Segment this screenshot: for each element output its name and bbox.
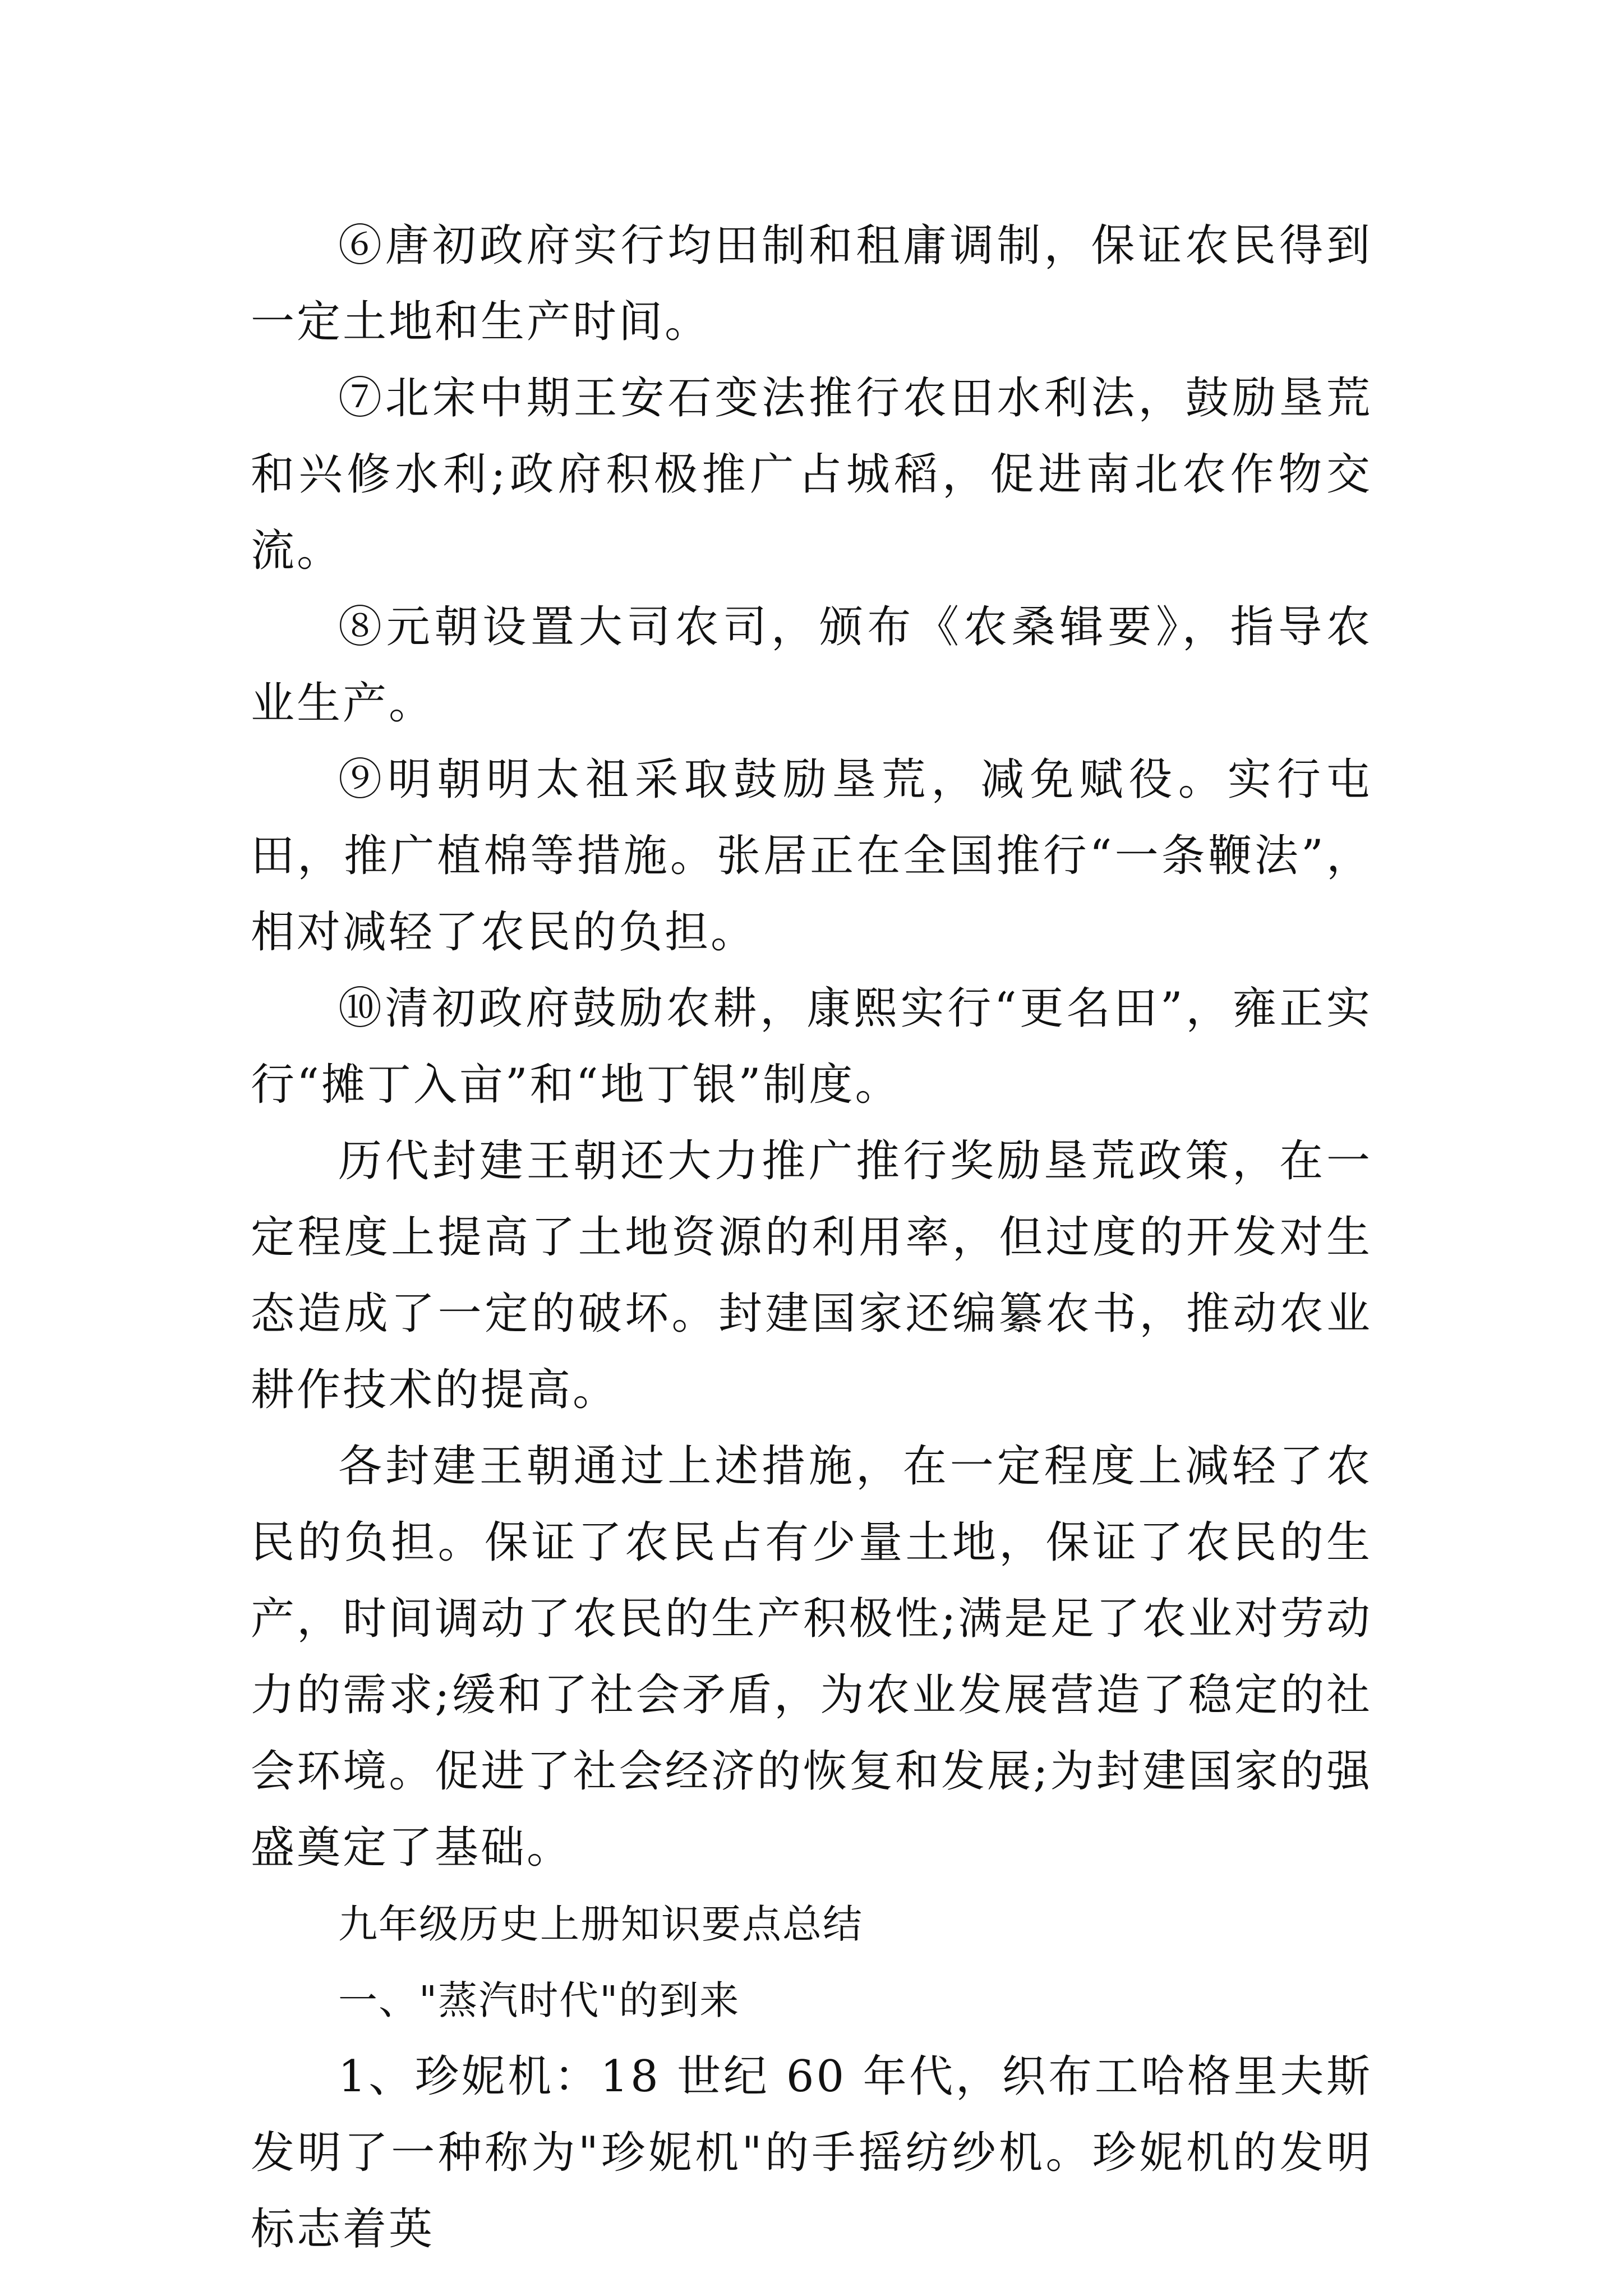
paragraph-yuan-agriculture: ⑧元朝设置大司农司，颁布《农桑辑要》，指导农业生产。 <box>251 602 1372 729</box>
paragraph-ming-policy: ⑨明朝明太祖采取鼓励垦荒，减免赋役。实行屯田，推广植棉等措施。张居正在全国推行“一条鞭法”，相对减轻了农民的负担。 <box>251 754 1372 958</box>
paragraph-song-reform: ⑦北宋中期王安石变法推行农田水利法，鼓励垦荒和兴修水利;政府积极推广占城稻，促进南北农作物交流。 <box>251 373 1372 576</box>
paragraph-spinning-jenny: 1、珍妮机：18 世纪 60 年代，织布工哈格里夫斯发明了一种称为"珍妮机"的手摇纺纱机。珍妮机的发明标志着英 <box>251 2051 1372 2254</box>
paragraph-tang-land-policy: ⑥唐初政府实行均田制和租庸调制，保证农民得到一定土地和生产时间。 <box>251 220 1372 347</box>
section-heading: 九年级历史上册知识要点总结 <box>338 1901 863 1947</box>
paragraph-measures-effect: 各封建王朝通过上述措施，在一定程度上减轻了农民的负担。保证了农民占有少量土地，保证了农民的生产，时间调动了农民的生产积极性;满是足了农业对劳动力的需求;缓和了社会矛盾，为农业发展营造了稳定的社会环境。促进了社会经济的恢复和发展;为封建国家的强盛奠定了基础。 <box>251 1441 1372 1873</box>
subsection-heading: 一、"蒸汽时代"的到来 <box>338 1977 740 2023</box>
document-body <box>251 208 1372 2267</box>
paragraph-qing-policy: ⑩清初政府鼓励农耕，康熙实行“更名田”，雍正实行“摊丁入亩”和“地丁银”制度。 <box>251 983 1372 1110</box>
paragraph-reclamation-summary: 历代封建王朝还大力推广推行奖励垦荒政策，在一定程度上提高了土地资源的利用率，但过度的开发对生态造成了一定的破坏。封建国家还编纂农书，推动农业耕作技术的提高。 <box>251 1136 1372 1415</box>
